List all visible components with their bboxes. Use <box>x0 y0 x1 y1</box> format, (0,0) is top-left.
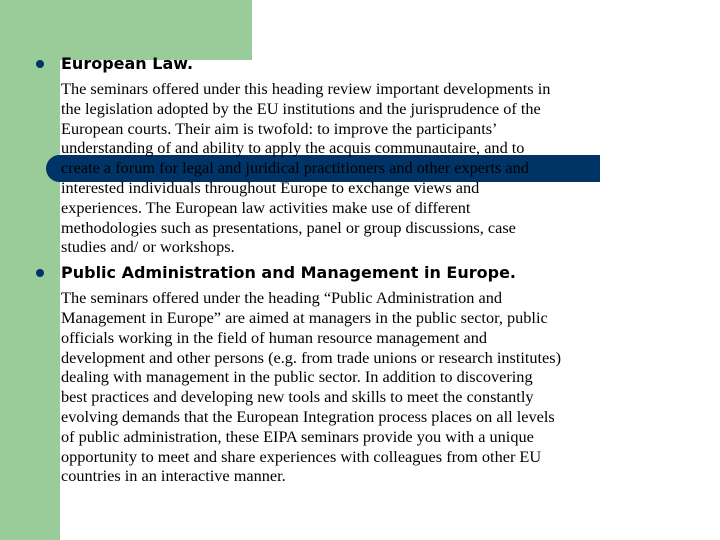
section-title: European Law. <box>61 54 194 73</box>
bullet-icon <box>36 60 44 68</box>
section-public-administration <box>36 261 686 486</box>
bullet-icon <box>36 269 44 277</box>
section-body: The seminars offered under the heading “Public Administration and Management in Europe” are aimed at managers in the public sector, public officials working in the field of human resource management and development and other persons (e.g. from trade unions or research institutes) dealing with management in the public sector. In addition to discovering best practices and developing new tools and skills to meet the constantly evolving demands that the European Integration process places on all levels of public administration, these EIPA seminars provide you with a unique opportunity to meet and share experiences with colleagues from other EU countries in an interactive manner. <box>61 288 562 486</box>
section-heading <box>36 261 686 285</box>
section-title: Public Administration and Management in Europe. <box>61 263 516 283</box>
section-european-law <box>36 52 686 257</box>
section-body: The seminars offered under this heading review important developments in the legislation adopted by the EU institutions and the jurisprudence of the European courts. Their aim is twofold: to improve the participants’ understanding of and ability to apply the acquis communautaire, and to create a forum for legal and juridical practitioners and other experts and interested individuals throughout Europe to exchange views and experiences. The European law activities make use of different methodologies such as presentations, panel or group discussions, case studies and/ or workshops. <box>61 79 551 257</box>
green-top-decoration <box>60 0 252 60</box>
section-heading <box>36 52 686 76</box>
slide-content <box>36 52 686 486</box>
